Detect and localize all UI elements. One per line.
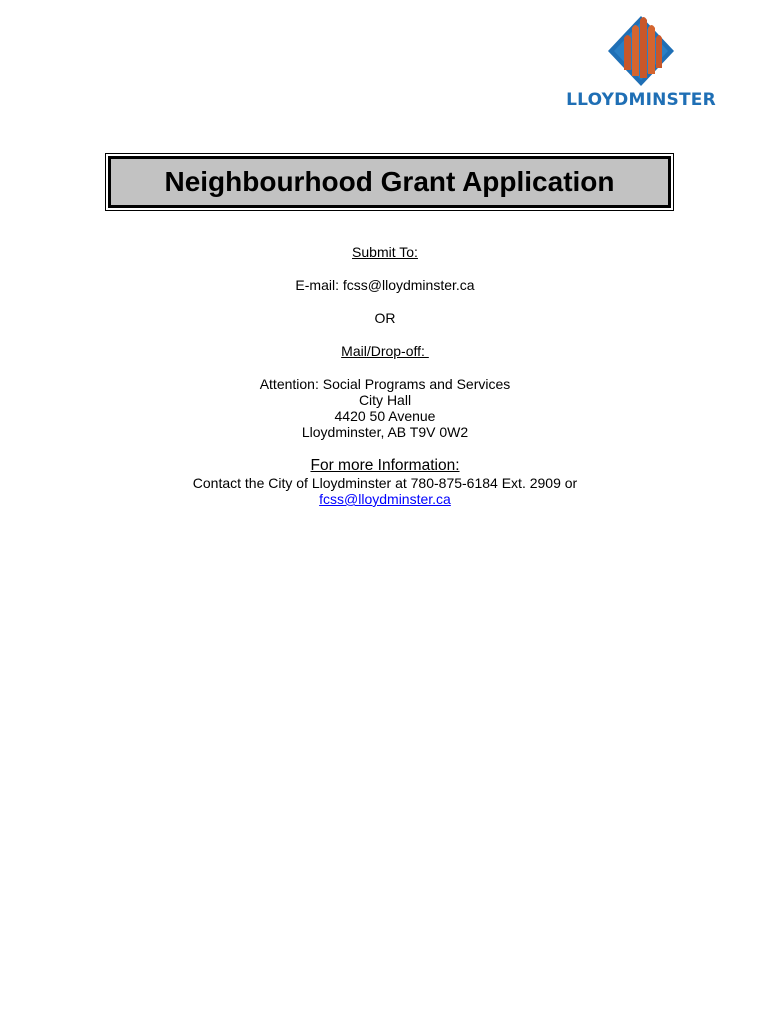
contact-line: Contact the City of Lloydminster at 780-875-6184 Ext. 2909 or bbox=[192, 475, 578, 491]
logo-wordmark: LLOYDMINSTER bbox=[566, 90, 716, 110]
address-line-street: 4420 50 Avenue bbox=[334, 408, 436, 424]
contact-email-link[interactable]: fcss@lloydminster.ca bbox=[319, 491, 451, 507]
submission-info bbox=[0, 244, 770, 507]
submit-heading: Submit To: bbox=[352, 244, 418, 260]
email-line: E-mail: fcss@lloydminster.ca bbox=[295, 277, 475, 293]
or-separator: OR bbox=[374, 310, 396, 326]
page-title: Neighbourhood Grant Application bbox=[164, 166, 615, 197]
title-banner bbox=[105, 153, 674, 211]
lloydminster-emblem-icon bbox=[606, 14, 676, 88]
city-logo bbox=[562, 14, 720, 114]
title-banner-inner bbox=[108, 156, 671, 208]
address-line-attention: Attention: Social Programs and Services bbox=[259, 376, 511, 392]
mail-heading: Mail/Drop-off: bbox=[341, 343, 429, 359]
more-info-heading: For more Information: bbox=[310, 457, 460, 474]
address-line-city: Lloydminster, AB T9V 0W2 bbox=[301, 424, 469, 440]
address-line-building: City Hall bbox=[358, 392, 412, 408]
